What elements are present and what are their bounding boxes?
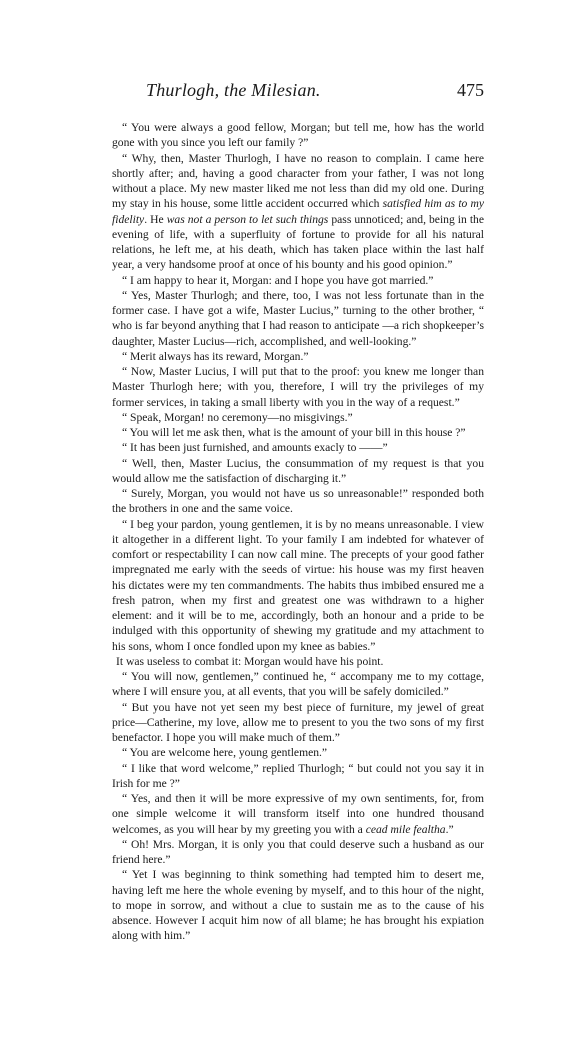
paragraph: “ Why, then, Master Thurlogh, I have no reason to complain. I came here shortly after; and, having a good character from your father, I was not long without a place. My new master liked me not less than did my old one. During my stay in his house, some little accident occurred which satisfied him as to my fidelity. He was not a person to let such things pass unnoticed; and, being in the evening of life, with a superfluity of fortune to provide for all his natural relations, he left me, at his death, which has taken place within the last half year, a very handsome proof at once of his bounty and his good opinion.” bbox=[112, 151, 484, 272]
paragraph: “ But you have not yet seen my best piece of furniture, my jewel of great price—Catherine, my love, allow me to present to you the two sons of my first benefactor. I hope you will make much of them.” bbox=[112, 700, 484, 744]
paragraph: “ I beg your pardon, young gentlemen, it is by no means unreasonable. I view it altogether in a different light. To your family I am indebted for whatever of comfort or respectability I can now call mine. The precepts of your good father impregnated me early with the seeds of virtue: his house was my first heaven his dictates were my ten commandments. The habits thus imbibed ensured me a fresh patron, when my first and greatest one was withdrawn to a higher element: and it will be to me, accordingly, both an honour and a pride to be indulged with this opportunity of shewing my gratitude and my attachment to his sons, whom I once fondled upon my knee as babies.” bbox=[112, 517, 484, 653]
running-title: Thurlogh, the Milesian. bbox=[146, 80, 321, 100]
body-text bbox=[112, 120, 484, 944]
paragraph: It was useless to combat it: Morgan would have his point. bbox=[116, 654, 384, 668]
page-header bbox=[112, 80, 484, 106]
paragraph-tail: . bbox=[445, 822, 449, 836]
paragraph: “ Surely, Morgan, you would not have us so unreasonable!” responded both the brothers in one and the same voice. bbox=[112, 487, 484, 516]
paragraph: “ I am happy to hear it, Morgan: and I hope you have got married.” bbox=[122, 273, 434, 287]
paragraph: “ I like that word welcome,” replied Thurlogh; “ but could not you say it in Irish for me ?” bbox=[112, 761, 484, 790]
paragraph: “ Well, then, Master Lucius, the consummation of my request is that you would allow me the satisfaction of discharging it.” bbox=[112, 456, 484, 485]
page-number: 475 bbox=[457, 80, 484, 100]
paragraph: “ You were always a good fellow, Morgan; but tell me, how has the world gone with you since you left our family ?” bbox=[112, 121, 484, 150]
paragraph: “ Speak, Morgan! no ceremony—no misgivings.” bbox=[122, 410, 353, 424]
paragraph-text: “ Yes, and then it will be more expressive of my own sentiments, for, from one simple welcome it will transform itself into one hundred thousand welcomes, as you will hear by my greeting you with a bbox=[112, 792, 484, 836]
paragraph: “ Now, Master Lucius, I will put that to the proof: you knew me longer than Master Thurlogh here; with you, therefore, I will try the privileges of my former services, in taking a small liberty with you in the way of a request.” bbox=[112, 365, 484, 409]
paragraph: “ You are welcome here, young gentlemen.” bbox=[122, 746, 328, 760]
paragraph: “ You will now, gentlemen,” continued he, “ accompany me to my cottage, where I will ensure you, at all events, that you will be safely domiciled.” bbox=[112, 670, 484, 699]
irish-phrase: cead mile fealtha bbox=[365, 822, 446, 836]
paragraph: “ Oh! Mrs. Morgan, it is only you that could deserve such a husband as our friend here.” bbox=[112, 837, 484, 866]
paragraph: “ Merit always has its reward, Morgan.” bbox=[122, 349, 309, 363]
paragraph-with-irish-phrase: “ Yes, and then it will be more expressive of my own sentiments, for, from one simple welcome it will transform itself into one hundred thousand welcomes, as you will hear by my greeting you with a cead mile fealtha.” bbox=[112, 792, 484, 836]
paragraph: “ Yet I was beginning to think something had tempted him to desert me, having left me here the whole evening by myself, and to this hour of the night, to mope in sorrow, and without a clue to sustain me as to the cause of his absence. However I acquit him now of all blame; he has brought his expiation along with him.” bbox=[112, 868, 484, 943]
paragraph: “ Yes, Master Thurlogh; and there, too, I was not less fortunate than in the former case. I have got a wife, Master Lucius,” turning to the other brother, “ who is far beyond anything that I had reason to anticipate —a rich shopkeeper’s daughter, Master Lucius—rich, accomplished, and well-looking.” bbox=[112, 288, 484, 348]
paragraph: “ You will let me ask then, what is the amount of your bill in this house ?” bbox=[122, 426, 466, 439]
paragraph: “ It has been just furnished, and amounts exacly to ——” bbox=[122, 441, 388, 455]
